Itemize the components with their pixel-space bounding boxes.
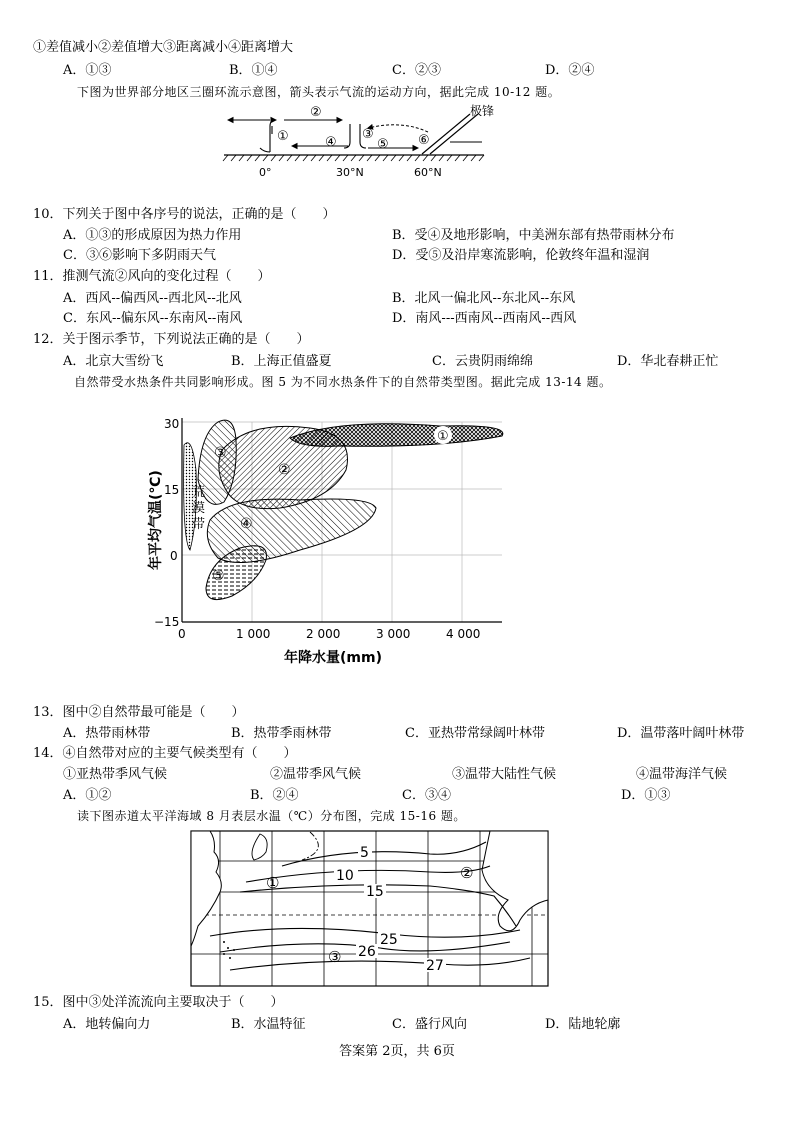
q12-option-c: C．云贵阴雨绵绵 [432,354,533,369]
lat-0-label: 0° [259,166,272,179]
y-tick-minus15: −15 [154,615,180,629]
isotherm-25: 25 [380,932,398,948]
belt-label-4: ④ [240,516,253,532]
circulation-label-4: ④ [325,135,337,150]
pacific-sst-map [190,830,550,988]
isotherm-5: 5 [360,845,369,861]
polar-front-label: 极锋 [470,104,495,118]
circulation-label-5: ⑤ [377,137,389,152]
page-footer: 答案第 2页，共 6页 [339,1044,455,1059]
q14-option-d: D．①③ [621,788,671,803]
q11-option-d: D．南风---西南风--西南风--西风 [392,311,577,326]
q9-option-d: D．②④ [545,63,595,78]
circulation-label-2: ② [310,105,322,120]
circulation-label-3: ③ [362,127,374,142]
q12-option-a: A．北京大雪纷飞 [63,354,164,369]
circulation-diagram [222,102,512,184]
q14-option-a: A．①② [63,788,112,803]
x-axis-title: 年降水量(mm) [284,650,382,666]
y-tick-15: 15 [164,483,180,497]
q14-option-b: B．②④ [250,788,299,803]
belt-label-2: ② [278,462,291,478]
x-tick-0: 0 [178,627,186,641]
q11-option-b: B．北风一偏北风--东北风--东风 [392,291,576,306]
belt-label-1: ① [437,429,449,444]
q12-option-d: D．华北春耕正忙 [617,354,719,369]
q14-choice-3: ③温带大陆性气候 [452,767,557,782]
q12-stem: 12．关于图示季节，下列说法正确的是（ ） [33,332,310,347]
q9-option-c: C．②③ [392,63,441,78]
isotherm-15: 15 [366,884,384,900]
q9-option-b: B．①④ [229,63,278,78]
q13-option-a: A．热带雨林带 [63,726,151,741]
lat-30-label: 30°N [336,166,364,179]
q10-stem: 10．下列关于图中各序号的说法，正确的是（ ） [33,207,336,222]
isotherm-26: 26 [358,944,376,960]
circulation-label-6: ⑥ [418,133,430,148]
q15-option-d: D．陆地轮廓 [545,1017,621,1032]
q11-option-c: C．东风--偏东风--东南风--南风 [63,311,243,326]
q10-option-a: A．①③的形成原因为热力作用 [63,228,242,243]
desert-label-2: 漠 [192,501,206,516]
fig3-intro: 读下图赤道太平洋海域 8 月表层水温（℃）分布图，完成 15-16 题。 [77,809,466,823]
current-label-3: ③ [328,948,342,966]
y-tick-30: 30 [164,417,180,431]
fig1-intro: 下图为世界部分地区三圈环流示意图，箭头表示气流的运动方向，据此完成 10-12 题。 [77,85,561,99]
natural-belt-chart [140,400,520,680]
current-label-1: ① [266,874,280,892]
q14-choice-2: ②温带季风气候 [270,767,362,782]
q13-option-d: D．温带落叶阔叶林带 [617,726,745,741]
q9-stem: ①差值减小②差值增大③距离减小④距离增大 [33,40,294,55]
q14-option-c: C．③④ [402,788,451,803]
q15-stem: 15．图中③处洋流流向主要取决于（ ） [33,995,284,1010]
q12-option-b: B．上海正值盛夏 [231,354,332,369]
q15-option-a: A．地转偏向力 [63,1017,151,1032]
desert-label-1: 荒 [192,485,206,500]
current-label-2: ② [460,864,474,882]
belt-label-5: ⑤ [212,568,225,584]
q13-option-c: C．亚热带常绿阔叶林带 [405,726,545,741]
y-tick-0: 0 [170,549,178,563]
desert-label-3: 带 [192,517,206,532]
q15-option-b: B．水温特征 [231,1017,306,1032]
q14-choice-1: ①亚热带季风气候 [63,767,168,782]
q13-option-b: B．热带季雨林带 [231,726,332,741]
x-tick-3000: 3 000 [376,627,411,641]
x-tick-1000: 1 000 [236,627,271,641]
q10-option-b: B．受④及地形影响，中美洲东部有热带雨林分布 [392,228,675,243]
q10-option-d: D．受⑤及沿岸寒流影响，伦敦终年温和湿润 [392,248,650,263]
q14-stem: 14．④自然带对应的主要气候类型有（ ） [33,746,297,761]
q13-stem: 13．图中②自然带最可能是（ ） [33,705,245,720]
q15-option-c: C．盛行风向 [392,1017,467,1032]
x-tick-4000: 4 000 [446,627,481,641]
isotherm-10: 10 [336,868,354,884]
q14-choice-4: ④温带海洋气候 [636,767,728,782]
q9-option-a: A．①③ [63,63,112,78]
isotherm-27: 27 [426,958,444,974]
x-tick-2000: 2 000 [306,627,341,641]
fig2-intro: 自然带受水热条件共同影响形成。图 5 为不同水热条件下的自然带类型图。据此完成 13-14 题。 [74,375,612,389]
belt-label-3: ③ [214,445,227,461]
q11-option-a: A．西风--偏西风--西北风--北风 [63,291,242,306]
lat-60-label: 60°N [414,166,442,179]
circulation-label-1: ① [277,129,289,144]
q11-stem: 11．推测气流②风向的变化过程（ ） [33,269,271,284]
y-axis-title: 年平均气温(℃) [148,470,164,570]
q10-option-c: C．③⑥影响下多阴雨天气 [63,248,216,263]
